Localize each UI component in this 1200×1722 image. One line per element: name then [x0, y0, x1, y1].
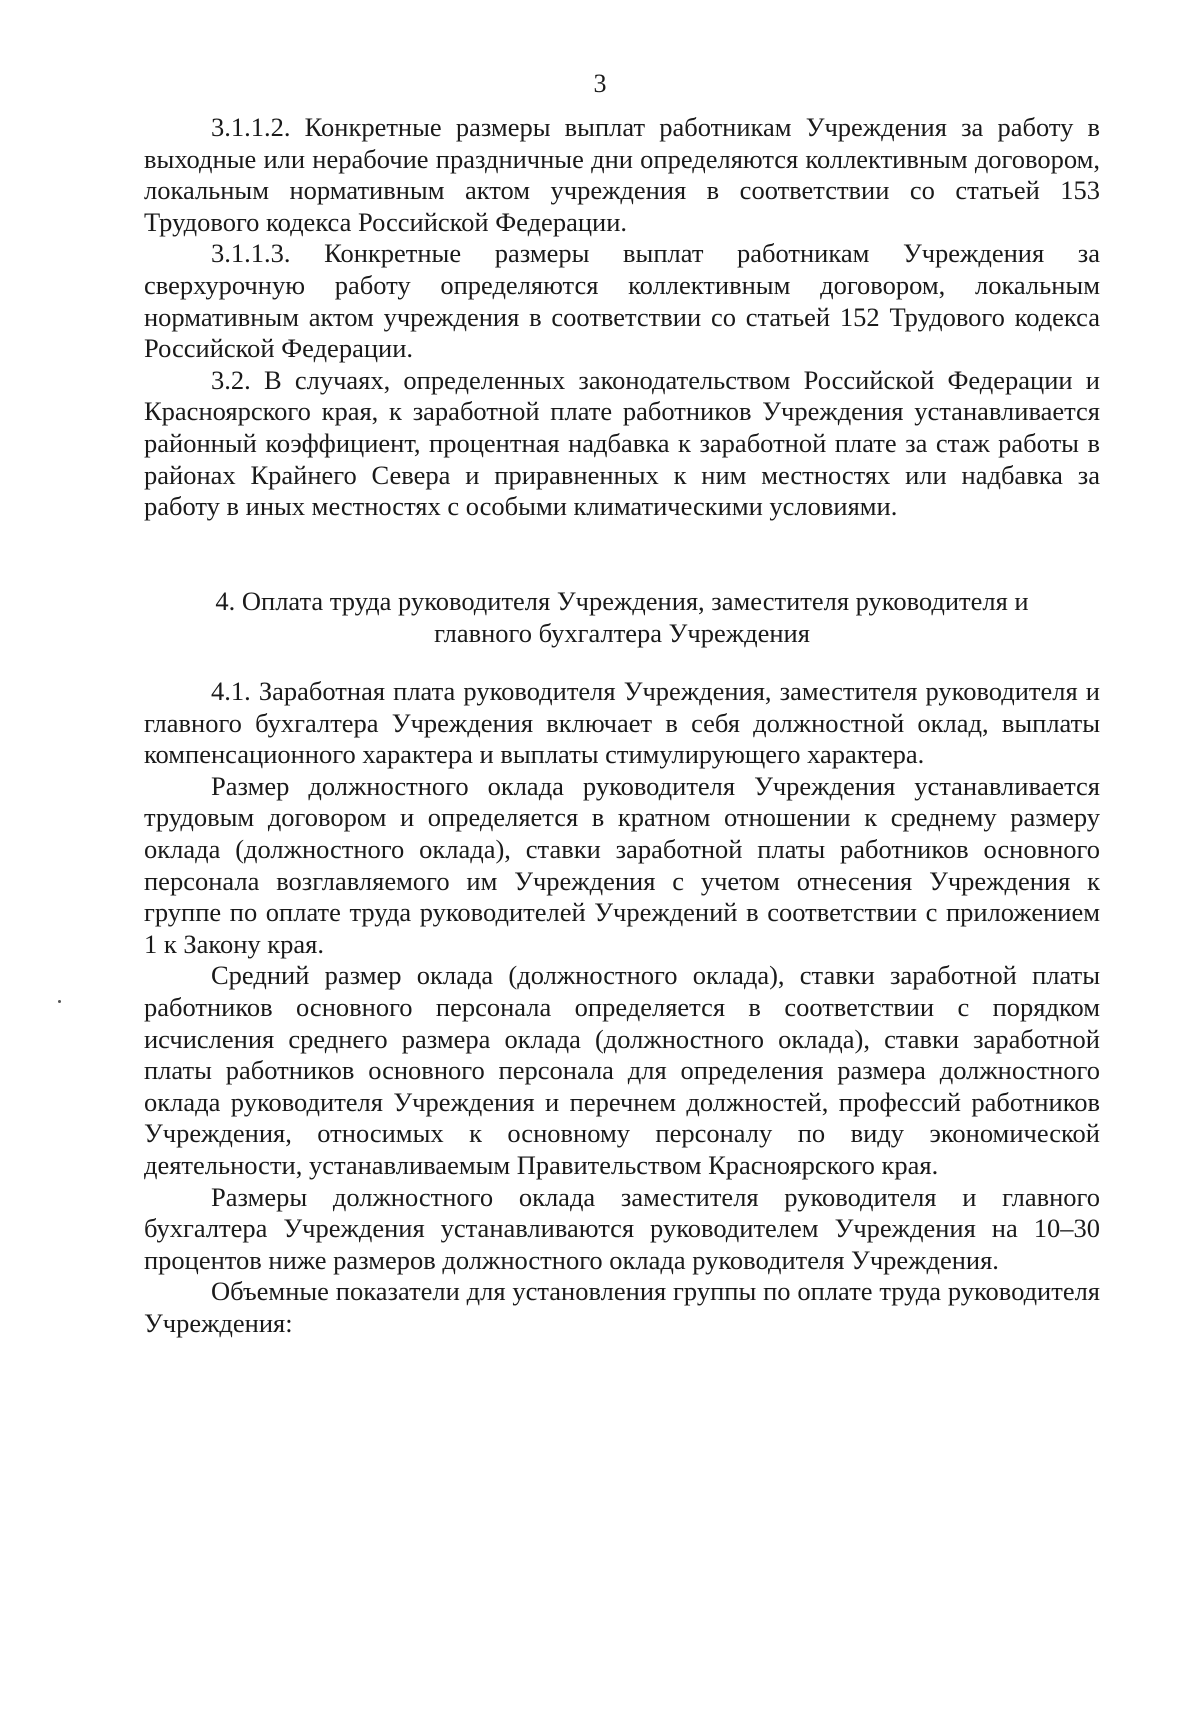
page-number: 3: [593, 69, 607, 98]
paragraph-volume-indicators: Объемные показатели для установления группы по оплате труда руководителя Учреждения:: [144, 1276, 1100, 1338]
paragraph-3-1-1-3: 3.1.1.3. Конкретные размеры выплат работникам Учреждения за сверхурочную работу определяются коллективным договором, локальным нормативным актом учреждения в соответствии со статьей 152 Трудового кодекса Российской Федерации.: [144, 238, 1100, 364]
paragraph-3-2: 3.2. В случаях, определенных законодательством Российской Федерации и Красноярского края, к заработной плате работников Учреждения устанавливается районный коэффициент, процентная надбавка к заработной плате за стаж работы в районах Крайнего Севера и приравненных к ним местностях или надбавка за работу в иных местностях с особыми климатическими условиями.: [144, 364, 1100, 522]
scan-dot-mark: [58, 1000, 61, 1003]
paragraph-3-1-1-2: 3.1.1.2. Конкретные размеры выплат работникам Учреждения за работу в выходные или нерабочие праздничные дни определяются коллективным договором, локальным нормативным актом учреждения в соответствии со статьей 153 Трудового кодекса Российской Федерации.: [144, 112, 1100, 237]
paragraph-director-salary: Размер должностного оклада руководителя Учреждения устанавливается трудовым договором и определяется в кратном отношении к среднему размеру оклада (должностного оклада), ставки заработной платы работников основного персонала возглавляемого им Учреждения с учетом отнесения Учреждения к группе по оплате труда руководителей Учреждений в соответствии с приложением 1 к Закону края.: [144, 770, 1100, 959]
paragraph-4-1: 4.1. Заработная плата руководителя Учреждения, заместителя руководителя и главного бухгалтера Учреждения включает в себя должностной оклад, выплаты компенсационного характера и выплаты стимулирующего характера.: [144, 676, 1100, 770]
section-3-text: [144, 112, 1100, 523]
section-4-heading-line-1: 4. Оплата труда руководителя Учреждения, заместителя руководителя и: [215, 586, 1029, 616]
section-4-heading-line-2: главного бухгалтера Учреждения: [434, 617, 810, 648]
section-4-text: [144, 676, 1100, 1339]
paragraph-deputy-salary: Размеры должностного оклада заместителя руководителя и главного бухгалтера Учреждения устанавливаются руководителем Учреждения на 10–30 процентов ниже размеров должностного оклада руководителя Учреждения.: [144, 1181, 1100, 1275]
paragraph-average-salary: Средний размер оклада (должностного оклада), ставки заработной платы работников основного персонала определяется в соответствии с порядком исчисления среднего размера оклада (должностного оклада), ставки заработной платы работников основного персонала для определения размера должностного оклада руководителя Учреждения и перечнем должностей, профессий работников Учреждения, относимых к основному персоналу по виду экономической деятельности, устанавливаемым Правительством Красноярского края.: [144, 960, 1100, 1180]
section-4-heading: [144, 586, 1100, 649]
